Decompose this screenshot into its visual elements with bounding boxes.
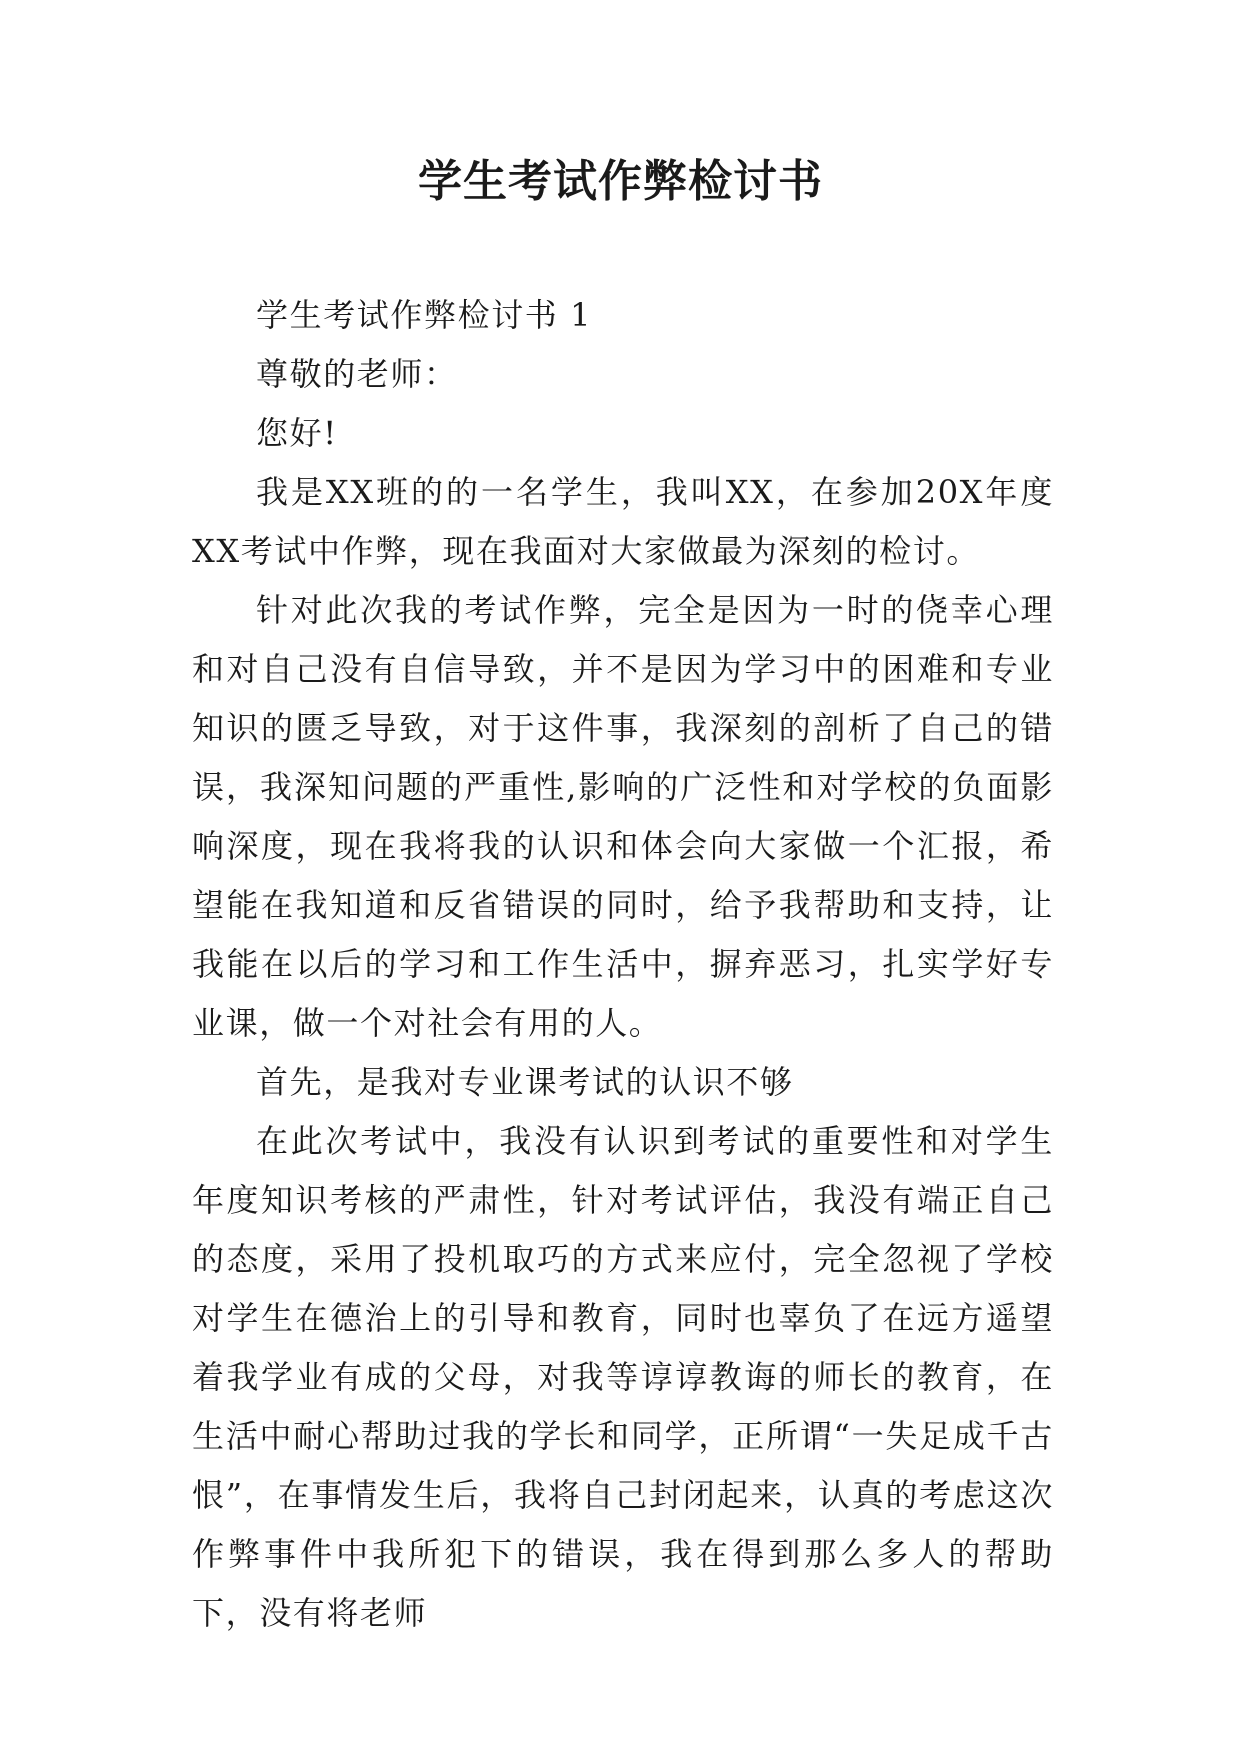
document-body [192,286,1054,1643]
paragraph-greeting: 您好! [256,414,338,452]
paragraph-analysis: 在此次考试中，我没有认识到考试的重要性和对学生年度知识考核的严肃性，针对考试评估，我没有端正自己的态度，采用了投机取巧的方式来应付，完全忽视了学校对学生在德治上的引导和教育，同时也辜负了在远方遥望着我学业有成的父母，对我等谆谆教诲的师长的教育，在生活中耐心帮助过我的学长和同学，正所谓“一失足成千古恨”，在事情发生后，我将自己封闭起来，认真的考虑这次作弊事件中我所犯下的错误，我在得到那么多人的帮助下，没有将老师 [192,1122,1054,1632]
paragraph-introduction: 我是XX班的的一名学生，我叫XX，在参加20X年度XX考试中作弊，现在我面对大家做最为深刻的检讨。 [192,473,1054,570]
paragraph-section-heading: 首先，是我对专业课考试的认识不够 [256,1063,794,1101]
paragraph-heading: 学生考试作弊检讨书 1 [256,296,593,334]
paragraph-reflection: 针对此次我的考试作弊，完全是因为一时的侥幸心理和对自己没有自信导致，并不是因为学习中的困难和专业知识的匮乏导致，对于这件事，我深刻的剖析了自己的错误，我深知问题的严重性,影响的广泛性和对学校的负面影响深度，现在我将我的认识和体会向大家做一个汇报，希望能在我知道和反省错误的同时，给予我帮助和支持，让我能在以后的学习和工作生活中，摒弃恶习，扎实学好专业课，做一个对社会有用的人。 [192,591,1054,1042]
document-title: 学生考试作弊检讨书 [418,156,823,207]
paragraph-salutation: 尊敬的老师： [256,355,458,393]
